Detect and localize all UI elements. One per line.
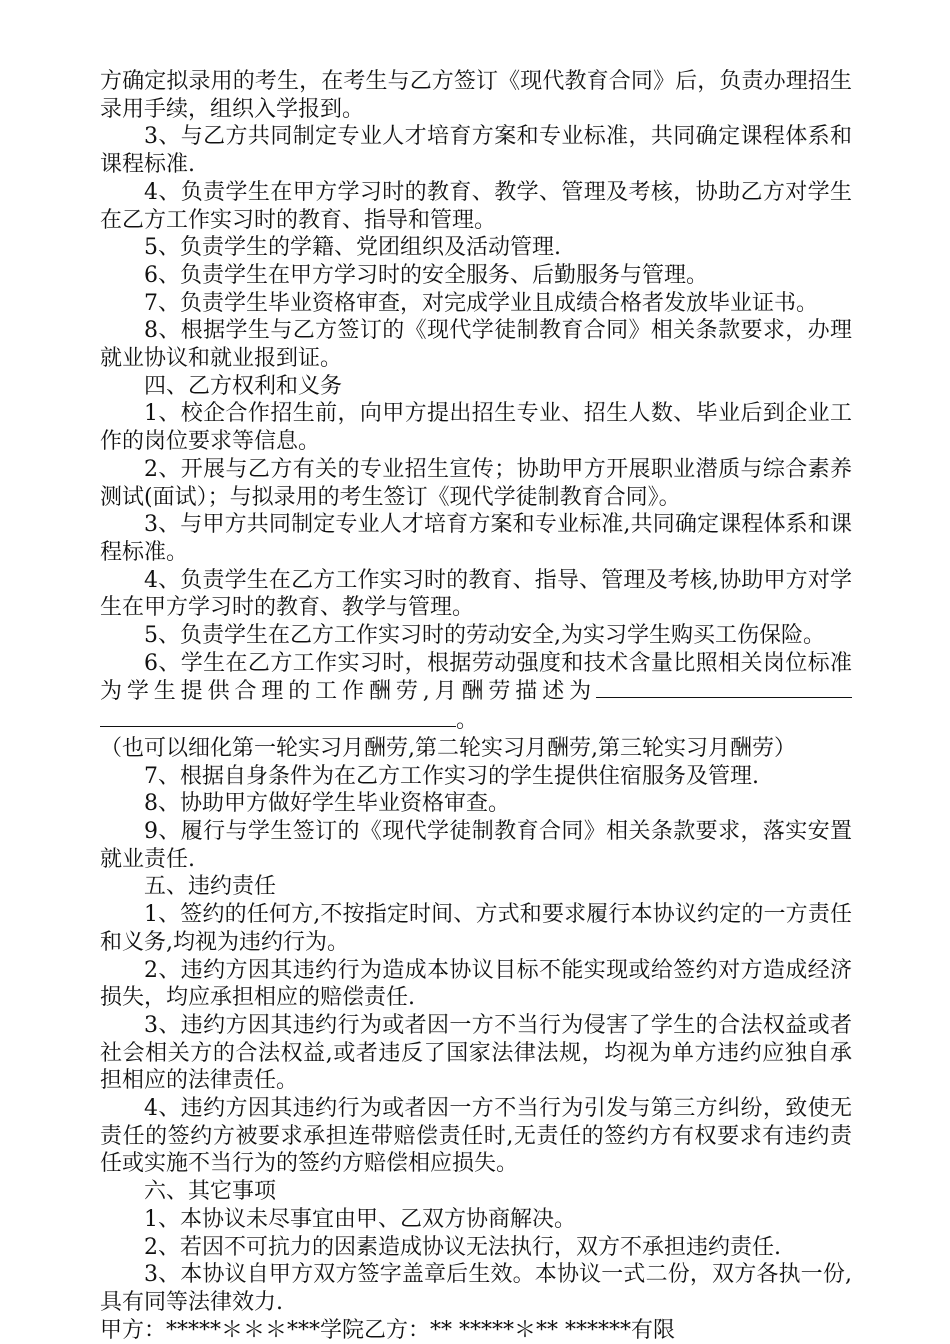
breach-clause-2: 2、违约方因其违约行为造成本协议目标不能实现或给签约对方造成经济损失，均应承担相应的赔偿责任. xyxy=(100,957,852,1011)
clause-b5: 5、负责学生在乙方工作实习时的劳动安全,为实习学生购买工伤保险。 xyxy=(144,623,825,649)
clause-b1: 1、校企合作招生前，向甲方提出招生专业、招生人数、毕业后到企业工作的岗位要求等信息。 xyxy=(100,401,852,455)
breach-clause-1: 1、签约的任何方,不按指定时间、方式和要求履行本协议约定的一方责任和义务,均视为违约行为。 xyxy=(100,902,852,955)
clause-b3: 3、与甲方共同制定专业人才培育方案和专业标准,共同确定课程体系和课程标准。 xyxy=(100,512,852,565)
section-heading-4: 四、乙方权利和义务 xyxy=(144,373,343,399)
clause-7: 7、负责学生毕业资格审查，对完成学业且成绩合格者发放毕业证书。 xyxy=(144,290,818,316)
clause-b7: 7、根据自身条件为在乙方工作实习的学生提供住宿服务及管理. xyxy=(144,763,759,789)
section-heading-5: 五、违约责任 xyxy=(144,874,277,900)
section-heading-6: 六、其它事项 xyxy=(144,1179,277,1205)
other-clause-1: 1、本协议未尽事宜由甲、乙双方协商解决。 xyxy=(144,1206,576,1232)
breach-clause-4: 4、违约方因其违约行为或者因一方不当行为引发与第三方纠纷，致使无责任的签约方被要求承担连带赔偿责任时,无责任的签约方有权要求有违约责任或实施不当行为的签约方赔偿相应损失。 xyxy=(100,1096,852,1177)
document-page xyxy=(100,68,852,1344)
clause-b2: 2、开展与乙方有关的专业招生宣传；协助甲方开展职业潜质与综合素养测试(面试）；与拟录用的考生签订《现代学徒制教育合同》。 xyxy=(100,456,852,510)
salary-text: 6、学生在乙方工作实习时，根据劳动强度和技术含量比照相关岗位标准为学生提供合理的工作酬劳,月酬劳描述为 xyxy=(100,650,852,705)
clause-5: 5、负责学生的学籍、党团组织及活动管理. xyxy=(144,235,561,261)
clause-4: 4、负责学生在甲方学习时的教育、教学、管理及考核，协助乙方对学生在乙方工作实习时的教育、指导和管理。 xyxy=(100,179,852,233)
clause-b8: 8、协助甲方做好学生毕业资格审查。 xyxy=(144,791,510,817)
clause-b6-salary xyxy=(100,650,852,735)
other-clause-2: 2、若因不可抗力的因素造成协议无法执行，双方不承担违约责任. xyxy=(144,1234,781,1260)
breach-clause-3: 3、违约方因其违约行为或者因一方不当行为侵害了学生的合法权益或者社会相关方的合法权益,或者违反了国家法律法规，均视为单方违约应独自承担相应的法律责任。 xyxy=(100,1012,852,1094)
salary-blank-line-2[interactable] xyxy=(100,706,456,727)
clause-6: 6、负责学生在甲方学习时的安全服务、后勤服务与管理。 xyxy=(144,262,708,288)
paragraph: 方确定拟录用的考生，在考生与乙方签订《现代教育合同》后，负责办理招生录用手续，组织入学报到。 xyxy=(100,69,852,122)
other-clause-3: 3、本协议自甲方双方签字盖章后生效。本协议一式二份，双方各执一份,具有同等法律效力. xyxy=(100,1262,852,1315)
salary-end: 。 xyxy=(456,708,479,734)
signature-line: 甲方：*****＊＊＊***学院乙方：** *****＊** ******有限 xyxy=(100,1317,675,1343)
clause-3: 3、与乙方共同制定专业人才培育方案和专业标准，共同确定课程体系和课程标准. xyxy=(100,124,852,178)
clause-b4: 4、负责学生在乙方工作实习时的教育、指导、管理及考核,协助甲方对学生在甲方学习时的教育、教学与管理。 xyxy=(100,567,852,621)
clause-8: 8、根据学生与乙方签订的《现代学徒制教育合同》相关条款要求，办理就业协议和就业报到证。 xyxy=(100,318,852,372)
clause-b9: 9、履行与学生签订的《现代学徒制教育合同》相关条款要求，落实安置就业责任. xyxy=(100,818,852,872)
salary-blank-line[interactable] xyxy=(596,677,852,698)
salary-note: （也可以细化第一轮实习月酬劳,第二轮实习月酬劳,第三轮实习月酬劳） xyxy=(100,735,796,761)
